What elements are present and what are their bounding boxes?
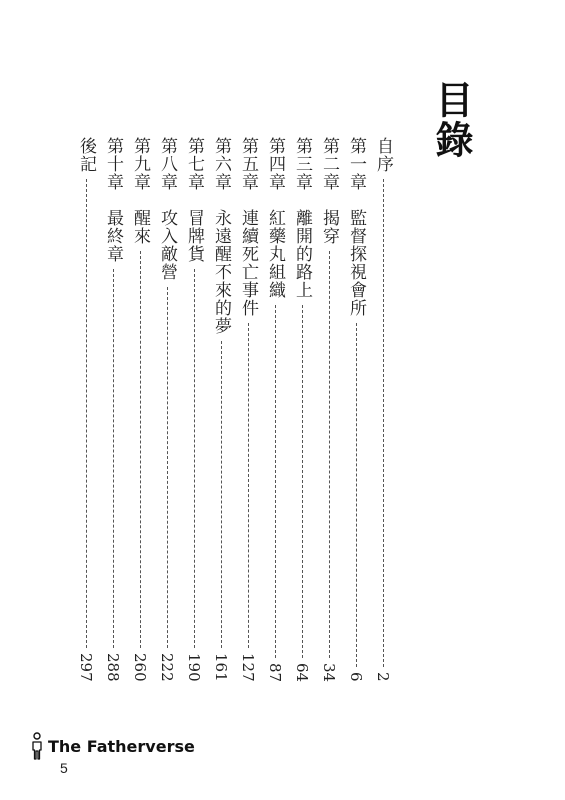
toc-leader-line	[356, 323, 357, 667]
toc-entry[interactable]	[264, 137, 286, 682]
toc-page-number: 222	[158, 653, 176, 682]
toc-leader-line	[383, 179, 384, 667]
toc-leader-line	[194, 269, 195, 648]
book-title: The Fatherverse	[48, 737, 195, 756]
toc-leader-line	[86, 179, 87, 648]
toc-page-number: 87	[266, 662, 284, 682]
toc-entry-label: 第七章 冒牌貨	[184, 137, 204, 263]
toc-entry[interactable]	[156, 137, 178, 682]
toc-leader-line	[275, 305, 276, 658]
toc-page-number: 34	[320, 662, 338, 682]
toc-leader-line	[302, 305, 303, 658]
toc-entry[interactable]	[291, 137, 313, 682]
toc-entry-label: 第九章 醒來	[130, 137, 150, 245]
toc-leader-line	[167, 287, 168, 648]
page-number: 5	[60, 760, 68, 776]
toc-page-number: 161	[212, 653, 230, 682]
toc-entry-label: 第六章 永遠醒不來的夢	[211, 137, 231, 335]
toc-leader-line	[329, 251, 330, 658]
toc-entry[interactable]	[210, 137, 232, 682]
toc-entry[interactable]	[372, 137, 394, 682]
toc-entry[interactable]	[318, 137, 340, 682]
toc-entry[interactable]	[345, 137, 367, 682]
toc-leader-line	[221, 341, 222, 648]
toc-entry-label: 後記	[76, 137, 96, 173]
toc-page-number: 64	[293, 662, 311, 682]
toc-entry[interactable]	[102, 137, 124, 682]
toc-entry-label: 第三章 離開的路上	[292, 137, 312, 299]
toc-entry-label: 第四章 紅藥丸組織	[265, 137, 285, 299]
toc-page-number: 288	[104, 653, 122, 682]
toc-page-number: 297	[77, 653, 95, 682]
toc-leader-line	[113, 269, 114, 648]
toc-entry[interactable]	[183, 137, 205, 682]
toc-entry[interactable]	[237, 137, 259, 682]
toc-entry-label: 第五章 連續死亡事件	[238, 137, 258, 317]
toc-entry-label: 自序	[373, 137, 393, 173]
toc-page-number: 190	[185, 653, 203, 682]
toc-page-number: 127	[239, 653, 257, 682]
toc-leader-line	[248, 323, 249, 648]
toc-leader-line	[140, 251, 141, 648]
toc-page-number: 2	[374, 672, 392, 682]
toc-page-number: 260	[131, 653, 149, 682]
toc-entry-label: 第一章 監督探視會所	[346, 137, 366, 317]
toc-page-number: 6	[347, 672, 365, 682]
toc-entry-label: 第十章 最終章	[103, 137, 123, 263]
standing-figure-icon	[30, 732, 44, 760]
toc-entry-label: 第二章 揭穿	[319, 137, 339, 245]
toc-entry[interactable]	[129, 137, 151, 682]
toc-title: 目錄	[429, 80, 473, 160]
toc-entry[interactable]	[75, 137, 97, 682]
toc-entry-label: 第八章 攻入敵營	[157, 137, 177, 281]
